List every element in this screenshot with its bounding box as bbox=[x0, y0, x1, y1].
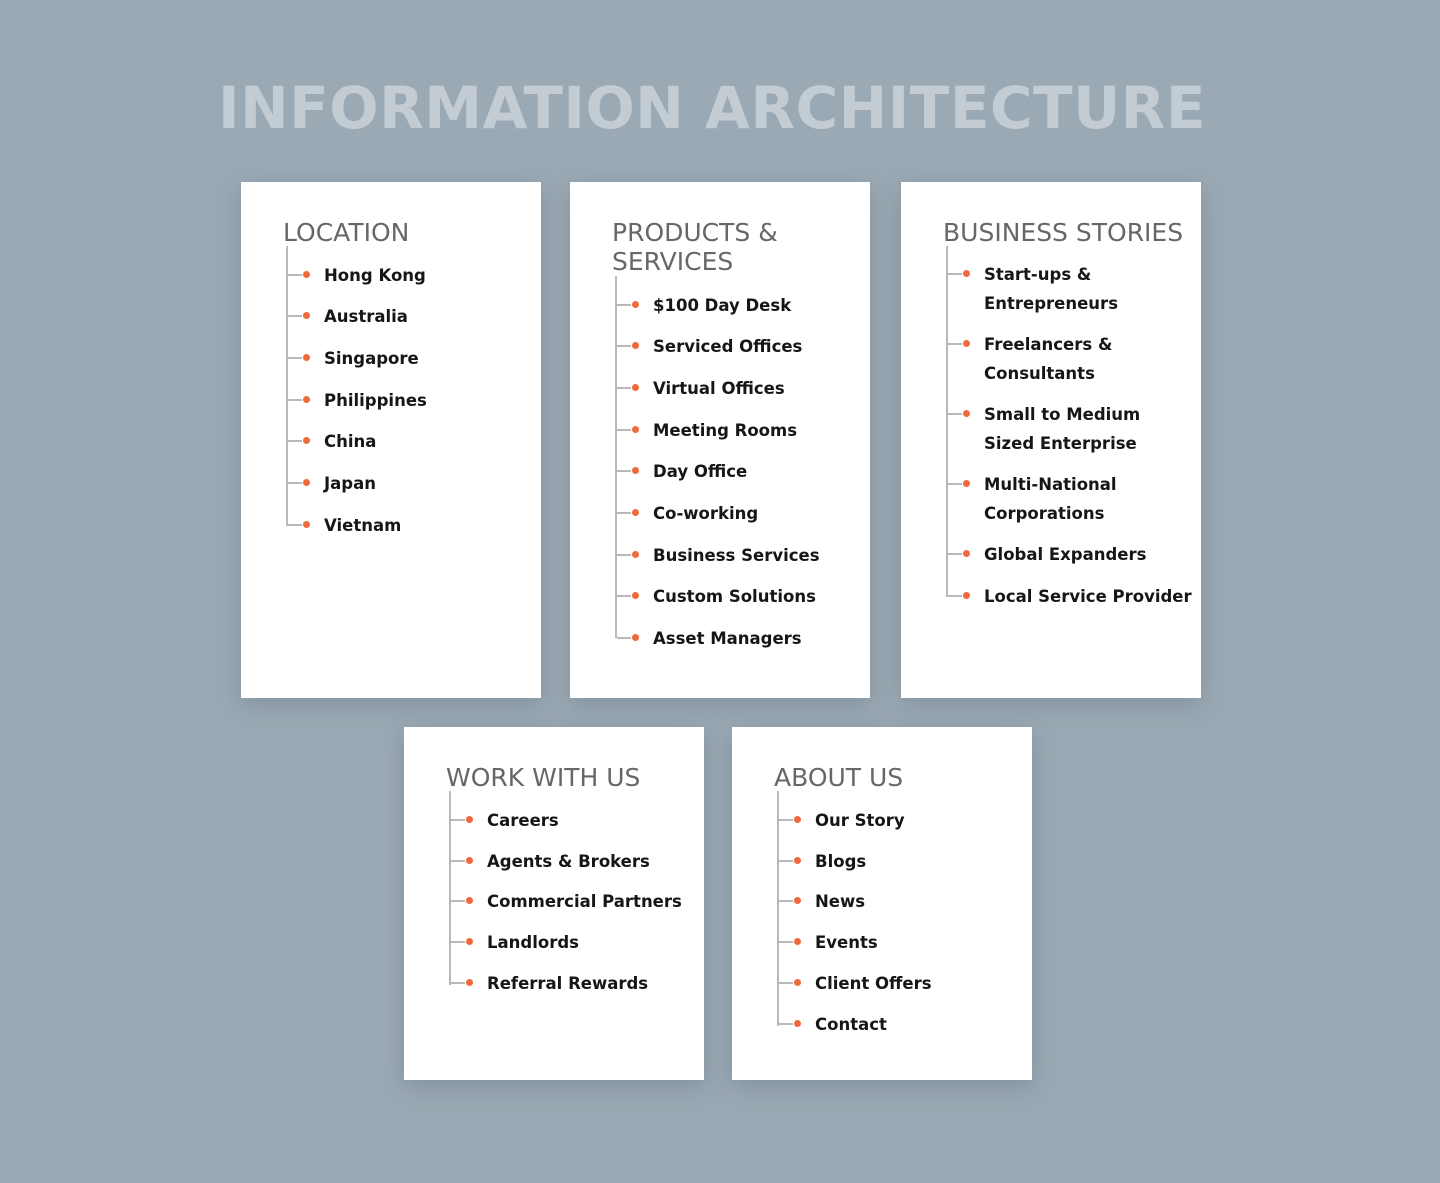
bullet-dot-icon bbox=[303, 479, 310, 486]
work-label: Commercial Partners bbox=[487, 892, 682, 911]
bullet-dot-icon bbox=[632, 301, 639, 308]
tree-branch bbox=[948, 343, 962, 345]
products-label: Asset Managers bbox=[653, 629, 802, 648]
label-line: Freelancers & bbox=[984, 335, 1113, 354]
tree-branch bbox=[779, 900, 793, 902]
card-title-line: SERVICES bbox=[612, 247, 734, 276]
about-label: Contact bbox=[815, 1015, 887, 1034]
work-label: Agents & Brokers bbox=[487, 852, 650, 871]
bullet-dot-icon bbox=[794, 816, 801, 823]
bullet-dot-icon bbox=[632, 342, 639, 349]
bullet-dot-icon bbox=[303, 437, 310, 444]
tree-branch bbox=[617, 637, 631, 639]
about-label: Blogs bbox=[815, 852, 867, 871]
bullet-dot-icon bbox=[303, 521, 310, 528]
bullet-dot-icon bbox=[466, 897, 473, 904]
tree-branch bbox=[617, 387, 631, 389]
products-list bbox=[615, 276, 820, 648]
tree-branch bbox=[451, 860, 465, 862]
location-label: Australia bbox=[324, 307, 408, 326]
bullet-dot-icon bbox=[466, 938, 473, 945]
about-us-list bbox=[777, 791, 932, 1034]
tree-branch bbox=[288, 399, 302, 401]
card-title-about-us: ABOUT US bbox=[774, 763, 904, 792]
location-label: Singapore bbox=[324, 349, 419, 368]
business-stories-label: Local Service Provider bbox=[984, 587, 1192, 606]
products-label: Custom Solutions bbox=[653, 587, 816, 606]
bullet-dot-icon bbox=[794, 1020, 801, 1027]
tree-branch bbox=[617, 345, 631, 347]
tree-branch bbox=[948, 413, 962, 415]
bullet-dot-icon bbox=[963, 270, 970, 277]
bullet-dot-icon bbox=[963, 410, 970, 417]
bullet-dot-icon bbox=[963, 592, 970, 599]
bullet-dot-icon bbox=[466, 857, 473, 864]
card-products-services bbox=[570, 182, 870, 698]
bullet-dot-icon bbox=[632, 426, 639, 433]
products-label: Virtual Offices bbox=[653, 379, 785, 398]
bullet-dot-icon bbox=[794, 938, 801, 945]
tree-branch bbox=[617, 304, 631, 306]
tree-branch bbox=[451, 982, 465, 984]
products-label: Co-working bbox=[653, 504, 759, 523]
tree-branch bbox=[948, 553, 962, 555]
work-label: Landlords bbox=[487, 933, 579, 952]
bullet-dot-icon bbox=[303, 396, 310, 403]
bullet-dot-icon bbox=[963, 340, 970, 347]
location-label: China bbox=[324, 432, 377, 451]
about-label: Client Offers bbox=[815, 974, 932, 993]
tree-branch bbox=[288, 482, 302, 484]
bullet-dot-icon bbox=[963, 550, 970, 557]
work-label: Referral Rewards bbox=[487, 974, 649, 993]
location-list bbox=[286, 246, 427, 535]
bullet-dot-icon bbox=[794, 979, 801, 986]
tree-branch bbox=[617, 512, 631, 514]
business-stories-label bbox=[984, 260, 1118, 318]
tree-branch bbox=[288, 357, 302, 359]
bullet-dot-icon bbox=[632, 551, 639, 558]
card-title-work-with-us: WORK WITH US bbox=[446, 763, 641, 792]
products-label: Meeting Rooms bbox=[653, 421, 798, 440]
bullet-dot-icon bbox=[303, 312, 310, 319]
label-line: Multi-National bbox=[984, 475, 1117, 494]
bullet-dot-icon bbox=[303, 354, 310, 361]
tree-branch bbox=[948, 595, 962, 597]
bullet-dot-icon bbox=[632, 467, 639, 474]
label-line: Consultants bbox=[984, 364, 1095, 383]
bullet-dot-icon bbox=[963, 480, 970, 487]
bullet-dot-icon bbox=[466, 979, 473, 986]
tree-branch bbox=[779, 941, 793, 943]
bullet-dot-icon bbox=[632, 592, 639, 599]
tree-branch bbox=[779, 982, 793, 984]
products-label: $100 Day Desk bbox=[653, 296, 792, 315]
business-stories-label: Global Expanders bbox=[984, 545, 1147, 564]
about-label: News bbox=[815, 892, 866, 911]
tree-branch bbox=[948, 273, 962, 275]
tree-branch bbox=[288, 440, 302, 442]
business-stories-label bbox=[984, 400, 1140, 458]
card-title-line: PRODUCTS & bbox=[612, 218, 778, 247]
products-label: Serviced Offices bbox=[653, 337, 803, 356]
tree-branch bbox=[617, 470, 631, 472]
tree-branch bbox=[779, 819, 793, 821]
products-label: Business Services bbox=[653, 546, 820, 565]
tree-branch bbox=[451, 941, 465, 943]
bullet-dot-icon bbox=[466, 816, 473, 823]
location-label: Vietnam bbox=[324, 516, 402, 535]
work-with-us-list bbox=[449, 791, 682, 993]
card-title-products-services bbox=[612, 218, 778, 276]
bullet-dot-icon bbox=[303, 271, 310, 278]
tree-branch bbox=[288, 524, 302, 526]
tree-branch bbox=[288, 315, 302, 317]
business-stories-label bbox=[984, 330, 1112, 388]
work-label: Careers bbox=[487, 811, 559, 830]
tree-branch bbox=[617, 554, 631, 556]
tree-branch bbox=[948, 483, 962, 485]
card-about-us bbox=[732, 727, 1032, 1080]
bullet-dot-icon bbox=[632, 634, 639, 641]
tree-branch bbox=[451, 900, 465, 902]
label-line: Start-ups & bbox=[984, 265, 1092, 284]
business-stories-label bbox=[984, 470, 1117, 528]
page-title: INFORMATION ARCHITECTURE bbox=[218, 74, 1206, 142]
tree-branch bbox=[779, 860, 793, 862]
label-line: Entrepreneurs bbox=[984, 294, 1119, 313]
tree-branch bbox=[779, 1023, 793, 1025]
label-line: Sized Enterprise bbox=[984, 434, 1137, 453]
tree-branch bbox=[288, 274, 302, 276]
location-label: Hong Kong bbox=[324, 266, 426, 285]
bullet-dot-icon bbox=[632, 509, 639, 516]
card-location bbox=[241, 182, 541, 698]
card-work-with-us bbox=[404, 727, 704, 1080]
bullet-dot-icon bbox=[794, 897, 801, 904]
location-label: Philippines bbox=[324, 391, 427, 410]
location-label: Japan bbox=[324, 474, 376, 493]
label-line: Corporations bbox=[984, 504, 1105, 523]
business-stories-list bbox=[946, 246, 1192, 606]
card-business-stories bbox=[901, 182, 1201, 698]
card-title-business-stories: BUSINESS STORIES bbox=[943, 218, 1184, 247]
label-line: Small to Medium bbox=[984, 405, 1141, 424]
tree-branch bbox=[617, 429, 631, 431]
bullet-dot-icon bbox=[632, 384, 639, 391]
about-label: Events bbox=[815, 933, 878, 952]
tree-branch bbox=[617, 595, 631, 597]
products-label: Day Office bbox=[653, 462, 748, 481]
about-label: Our Story bbox=[815, 811, 905, 830]
bullet-dot-icon bbox=[794, 857, 801, 864]
card-title-location: LOCATION bbox=[283, 218, 410, 247]
tree-branch bbox=[451, 819, 465, 821]
